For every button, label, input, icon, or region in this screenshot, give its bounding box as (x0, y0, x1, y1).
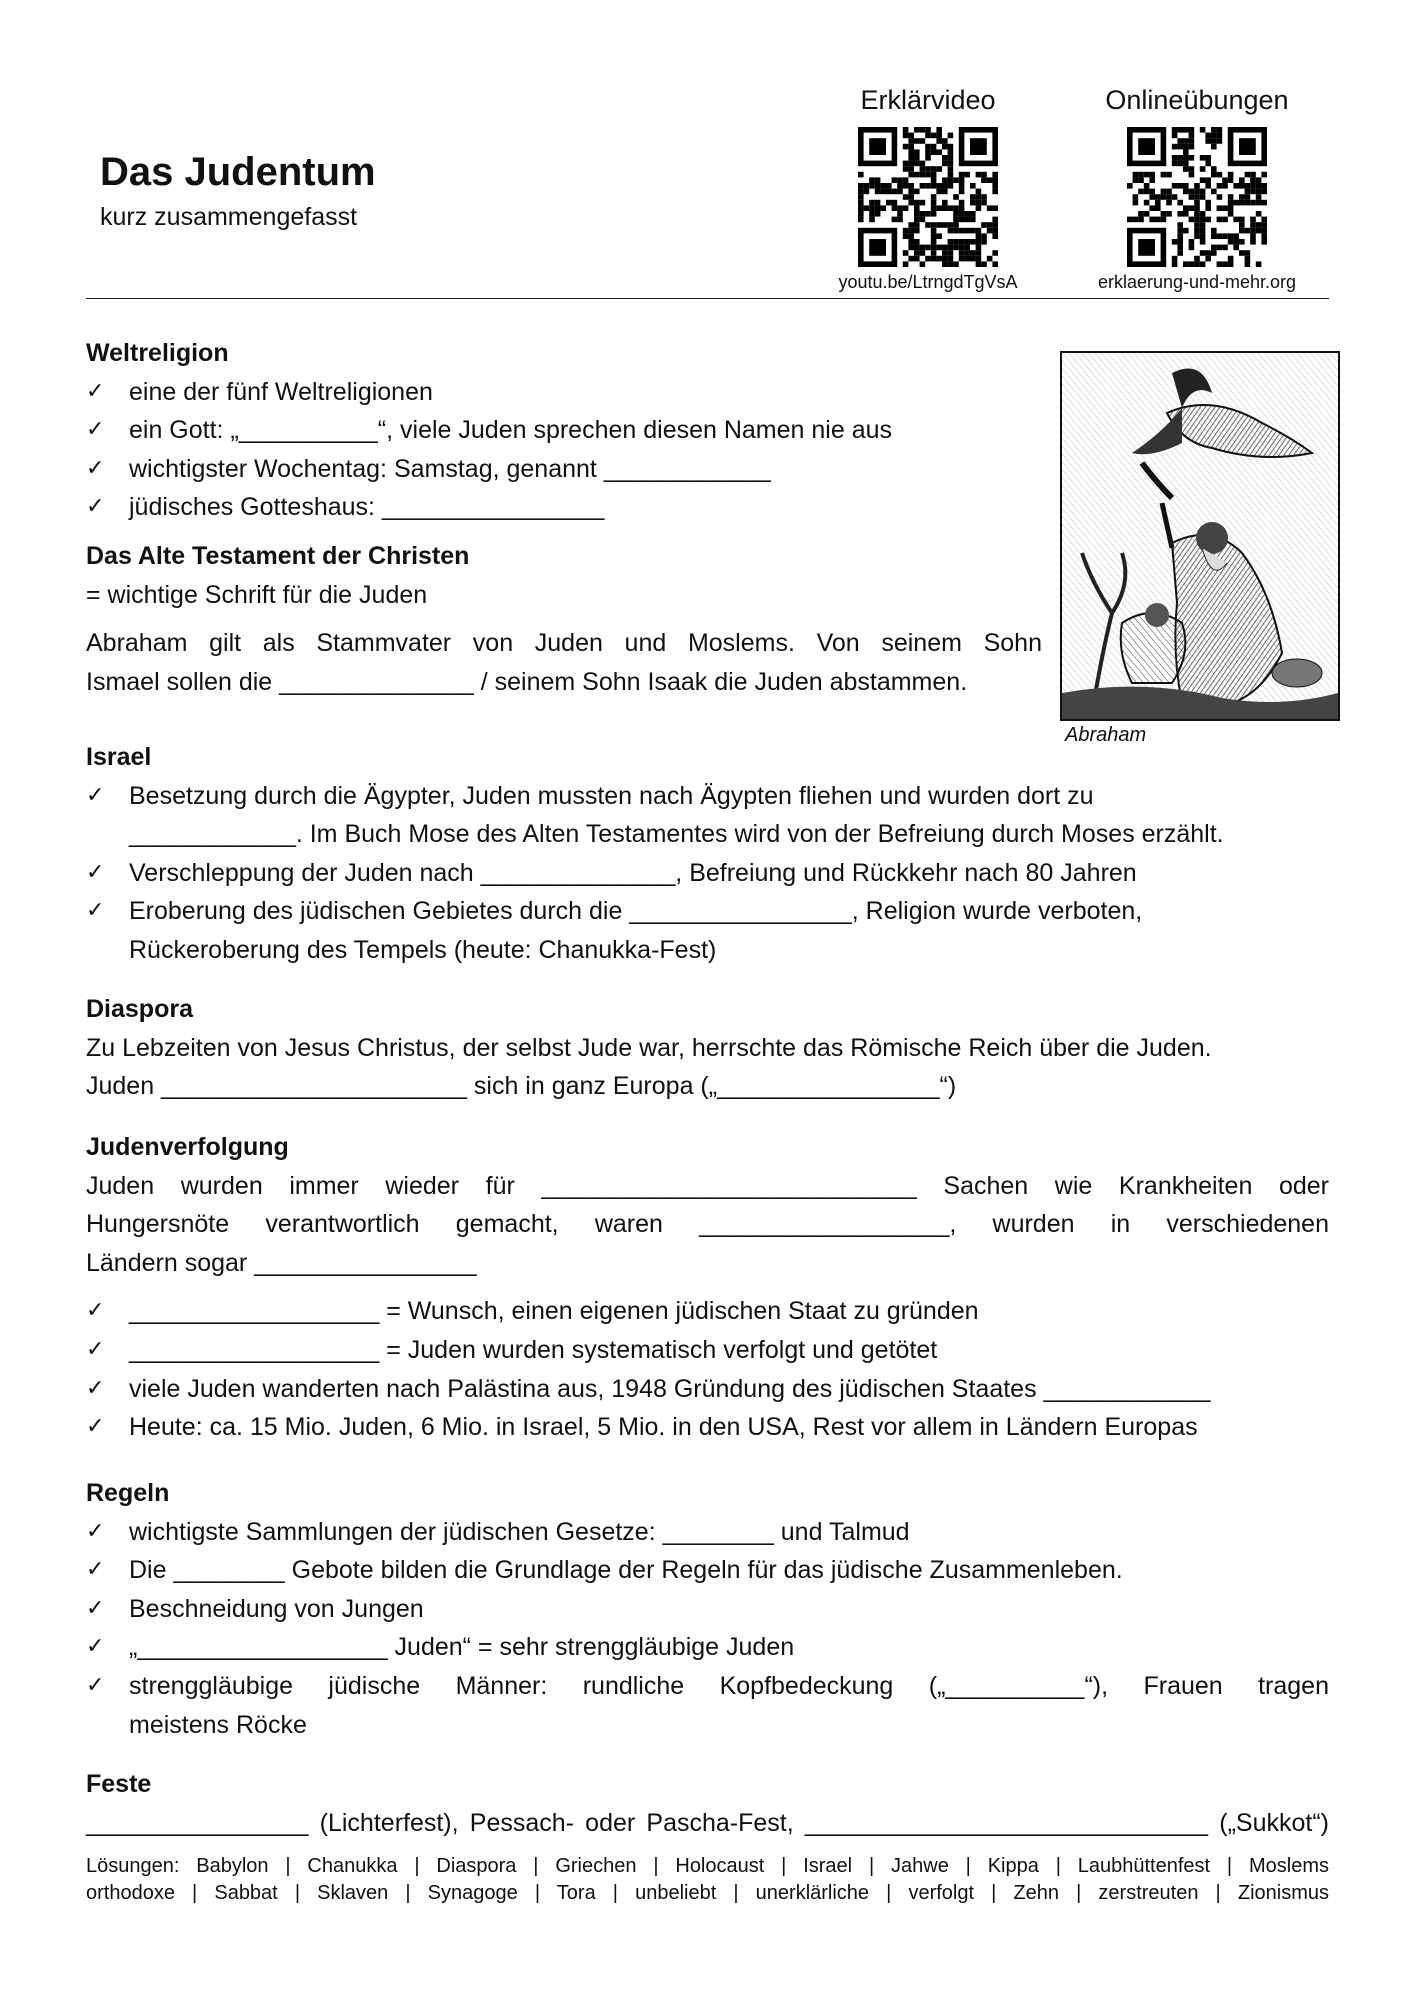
exercises-qr-code[interactable] (1127, 127, 1267, 267)
exercises-label: Onlineübungen (1105, 85, 1289, 115)
list-item: ✓ „__________________ Juden“ = sehr strenggläubige Juden (86, 1628, 1329, 1667)
section-weltreligion (86, 334, 1329, 701)
paragraph: = wichtige Schrift für die Juden (86, 580, 428, 609)
paragraph-line: Zu Lebzeiten von Jesus Christus, der selbst Jude war, herrschte das Römische Reich über die Juden. (86, 1033, 1212, 1062)
list-item-continuation: meistens Röcke (129, 1710, 307, 1739)
list-item: ✓ Die ________ Gebote bilden die Grundlage der Regeln für das jüdische Zusammenleben. (86, 1551, 1329, 1590)
paragraph-line: Ländern sogar ________________ (86, 1248, 477, 1277)
page-subtitle: kurz zusammengefasst (100, 203, 358, 231)
paragraph-line: Ismael sollen die ______________ / seinem Sohn Isaak die Juden abstammen. (86, 667, 968, 696)
section-heading: Weltreligion (86, 339, 229, 367)
section-heading: Diaspora (86, 995, 193, 1023)
list-item: ✓ Eroberung des jüdischen Gebietes durch die ________________, Religion wurde verboten, (86, 892, 1329, 931)
list-item: ✓ jüdisches Gotteshaus: ________________ (86, 488, 1329, 527)
list-item: ✓ eine der fünf Weltreligionen (86, 373, 1329, 412)
list-item: ✓ wichtigster Wochentag: Samstag, genannt ____________ (86, 450, 1329, 489)
paragraph-line: Hungersnöte verantwortlich gemacht, waren __________________, wurden in verschiedenen (86, 1210, 1329, 1239)
list-item: ✓ Besetzung durch die Ägypter, Juden mussten nach Ägypten fliehen und wurden dort zu (86, 777, 1329, 816)
header-divider (86, 298, 1329, 299)
exercises-url[interactable]: erklaerung-und-mehr.org (1097, 272, 1297, 292)
list-item: ✓ Beschneidung von Jungen (86, 1590, 1329, 1629)
list-item-continuation: Rückeroberung des Tempels (heute: Chanukka-Fest) (129, 935, 717, 964)
solutions-box (86, 1853, 1329, 1907)
paragraph-line: Juden wurden immer wieder für ___________________________ Sachen wie Krankheiten oder (86, 1171, 1329, 1200)
list-item: ✓ Verschleppung der Juden nach ______________, Befreiung und Rückkehr nach 80 Jahren (86, 854, 1329, 893)
solutions-line: Lösungen: Babylon | Chanukka | Diaspora | Griechen | Holocaust | Israel | Jahwe | Kippa | Laubhüttenfest | Moslems (86, 1855, 1329, 1877)
section-diaspora (86, 990, 1329, 1106)
section-heading: Das Alte Testament der Christen (86, 541, 470, 570)
page-title: Das Judentum (100, 150, 376, 194)
section-heading: Feste (86, 1770, 152, 1798)
list-item: ✓ Heute: ca. 15 Mio. Juden, 6 Mio. in Israel, 5 Mio. in den USA, Rest vor allem in Ländern Europas (86, 1408, 1329, 1447)
video-label: Erklärvideo (860, 85, 996, 115)
section-regeln (86, 1474, 1329, 1744)
section-heading: Judenverfolgung (86, 1133, 289, 1161)
section-feste (86, 1765, 1329, 1842)
paragraph-line: ________________ (Lichterfest), Pessach- oder Pascha-Fest, _____________________________ („Sukkot“) (86, 1808, 1329, 1837)
image-caption: Abraham (1065, 724, 1147, 746)
list-item: ✓ ein Gott: „__________“, viele Juden sprechen diesen Namen nie aus (86, 411, 1329, 450)
list-item: ✓ strenggläubige jüdische Männer: rundliche Kopfbedeckung („__________“), Frauen tragen (86, 1667, 1329, 1706)
paragraph-line: Abraham gilt als Stammvater von Juden und Moslems. Von seinem Sohn (86, 629, 1042, 658)
list-item-continuation: ____________. Im Buch Mose des Alten Testamentes wird von der Befreiung durch Moses erzählt. (129, 820, 1224, 849)
section-israel (86, 738, 1329, 970)
video-qr-code[interactable] (858, 127, 998, 267)
list-item: ✓ wichtigste Sammlungen der jüdischen Gesetze: ________ und Talmud (86, 1513, 1329, 1552)
list-item: ✓ __________________ = Wunsch, einen eigenen jüdischen Staat zu gründen (86, 1292, 1329, 1331)
solutions-line: orthodoxe | Sabbat | Sklaven | Synagoge | Tora | unbeliebt | unerklärliche | verfolgt | Zehn | zerstreuten | Zionismus (86, 1882, 1329, 1904)
list-item: ✓ __________________ = Juden wurden systematisch verfolgt und getötet (86, 1331, 1329, 1370)
section-heading: Israel (86, 743, 152, 771)
section-heading: Regeln (86, 1479, 170, 1507)
section-judenverfolgung (86, 1128, 1329, 1447)
list-item: ✓ viele Juden wanderten nach Palästina aus, 1948 Gründung des jüdischen Staates ____________ (86, 1370, 1329, 1409)
video-url[interactable]: youtu.be/LtrngdTgVsA (838, 272, 1018, 292)
paragraph-line: Juden ______________________ sich in ganz Europa („________________“) (86, 1072, 957, 1101)
